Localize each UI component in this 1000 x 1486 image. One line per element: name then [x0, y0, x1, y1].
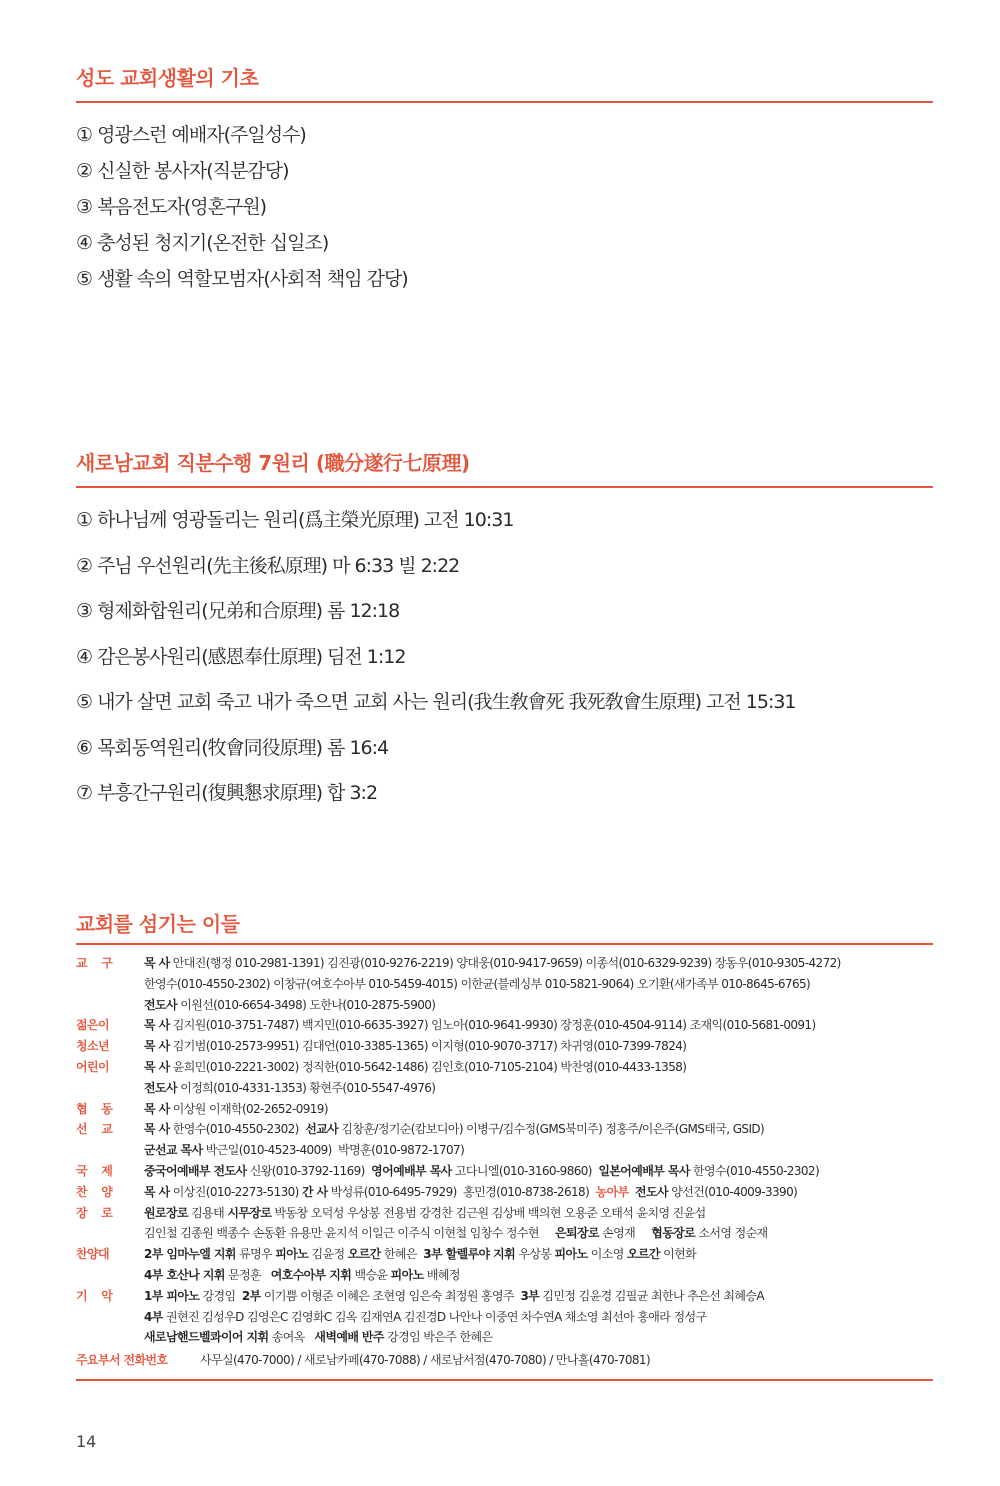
staff-row-label: 어린이: [76, 1059, 109, 1074]
staff-row-label: 찬 양: [76, 1184, 113, 1199]
list-item: ⑥ 목회동역원리(牧會同役原理) 롬 16:4: [76, 736, 389, 759]
staff-names: 고다니엘(010-3160-9860): [451, 1163, 599, 1178]
staff-role-label: 선교사: [305, 1122, 339, 1137]
staff-role-label: 전도사: [144, 997, 177, 1012]
list-item: ② 주님 우선원리(先主後私原理) 마 6:33 빌 2:22: [76, 554, 460, 577]
staff-row-text: [144, 1327, 933, 1348]
staff-names: 이원선(010-6654-3498) 도한나(010-2875-5900): [176, 997, 436, 1012]
staff-names: 백승윤: [351, 1267, 391, 1282]
staff-role-label: 피아노: [275, 1247, 309, 1262]
staff-row-text: [144, 1223, 933, 1244]
staff-row-label: 선 교: [76, 1122, 113, 1137]
staff-row-text: [144, 1265, 933, 1286]
staff-role-label: 오르간: [347, 1247, 381, 1262]
staff-row: [76, 1182, 933, 1203]
staff-names: 손영재: [598, 1226, 652, 1241]
staff-row-text: [144, 974, 933, 995]
page-number: 14: [76, 1432, 97, 1451]
staff-role-label: 협동장로: [651, 1226, 696, 1241]
staff-role-label: 농아부: [595, 1184, 629, 1199]
staff-names: 이상원 이재학(02-2652-0919): [169, 1101, 328, 1116]
staff-names: 송여옥: [268, 1330, 315, 1345]
staff-names: 한혜은: [380, 1247, 424, 1262]
staff-row-text: [144, 1182, 933, 1203]
list-item: ⑤ 내가 살면 교회 죽고 내가 죽으면 교회 사는 원리(我生敎會死 我死敎會生原理) 고전 15:31: [76, 691, 796, 713]
staff-row: [76, 1265, 933, 1286]
list-item: ① 하나님께 영광돌리는 원리(爲主榮光原理) 고전 10:31: [76, 509, 514, 531]
list-item: ⑤ 생활 속의 역할모범자(사회적 책임 감당): [76, 268, 408, 290]
staff-names: 강경임 박은주 한혜은: [383, 1330, 493, 1345]
staff-names: 이정희(010-4331-1353) 황현주(010-5547-4976): [176, 1080, 436, 1095]
staff-names: 김용태: [187, 1205, 228, 1220]
staff-role-label: 은퇴장로: [554, 1226, 599, 1241]
staff-names: 김창훈/정기순(캄보디아) 이병구/김수정(GMS북미주) 정홍주/이은주(GMS태국, GSID): [338, 1122, 765, 1137]
staff-names: 박성류(010-6495-7929) 홍민경(010-8738-2618): [327, 1184, 596, 1199]
staff-names: 김민정 김윤경 김필균 최한나 추은선 최혜승A: [539, 1288, 764, 1303]
contact-row: [76, 1350, 933, 1381]
list-item: ④ 충성된 청지기(온전한 십일조): [76, 232, 329, 254]
list-item: ④ 감은봉사원리(感恩奉仕原理) 딤전 1:12: [76, 645, 406, 668]
staff-names: 김윤정: [308, 1247, 348, 1262]
staff-row: [76, 1203, 933, 1224]
staff-row-label: [76, 995, 144, 1016]
section-church-life-basics: [76, 62, 933, 297]
staff-role-label: 전도사: [635, 1184, 668, 1199]
staff-row-label: 청소년: [76, 1039, 109, 1054]
staff-role-label: 영어예배부 목사: [371, 1163, 452, 1178]
basics-list: [76, 117, 933, 297]
staff-row-text: [144, 1307, 933, 1328]
section-staff-directory: [76, 908, 933, 1381]
staff-row: [76, 1161, 933, 1182]
staff-role-label: 4부: [144, 1309, 163, 1324]
staff-names: 한영수(010-4550-2302): [169, 1122, 306, 1137]
staff-role-label: 목 사: [144, 1039, 170, 1054]
staff-role-label: 군선교 목사: [144, 1143, 203, 1158]
staff-row: [76, 1099, 933, 1120]
staff-role-label: 목 사: [144, 1184, 170, 1199]
staff-role-label: 목 사: [144, 1101, 170, 1116]
staff-role-label: 간 사: [301, 1184, 328, 1199]
staff-names: 윤희민(010-2221-3002) 정직한(010-5642-1486) 김인호(010-7105-2104) 박찬영(010-4433-1358): [169, 1059, 687, 1074]
staff-role-label: 원로장로: [144, 1205, 188, 1220]
staff-row-label: [76, 1223, 144, 1244]
staff-row: [76, 1078, 933, 1099]
staff-role-label: 새벽예배 반주: [314, 1330, 384, 1345]
staff-row: [76, 1307, 933, 1328]
staff-row: [76, 1057, 933, 1078]
list-item: ① 영광스런 예배자(주일성수): [76, 124, 306, 146]
staff-row-text: [144, 1119, 933, 1140]
staff-role-label: 목 사: [144, 1059, 170, 1074]
staff-role-label: 4부 호산나 지휘: [144, 1267, 225, 1282]
staff-row: [76, 1286, 933, 1307]
staff-role-label: 목 사: [144, 1018, 170, 1033]
staff-names: 배혜정: [423, 1267, 460, 1282]
staff-names: 소서영 정순재: [695, 1226, 768, 1241]
staff-row: [76, 953, 933, 974]
list-item: ③ 형제화합원리(兄弟和合原理) 롬 12:18: [76, 600, 400, 622]
staff-role-label: 오르간: [626, 1247, 660, 1262]
staff-role-label: 일본어예배부 목사: [598, 1163, 690, 1178]
staff-role-label: 3부: [520, 1288, 540, 1303]
staff-row-text: [144, 1140, 933, 1161]
staff-row-text: [144, 1244, 933, 1265]
staff-row-text: [144, 1161, 933, 1182]
staff-row-label: 찬양대: [76, 1247, 109, 1262]
staff-names: 김인철 김종원 백종수 손동환 유용만 윤지석 이일근 이주식 이현철 임창수 정수현: [144, 1226, 555, 1241]
staff-names: 신왕(010-3792-1169): [246, 1163, 372, 1178]
contact-label: 주요부서 전화번호: [76, 1353, 168, 1368]
section-title: 교회를 섬기는 이들: [76, 908, 933, 945]
staff-names: 양선건(010-4009-3390): [668, 1184, 798, 1199]
staff-row-label: 기 악: [76, 1288, 113, 1303]
staff-row: [76, 1327, 933, 1348]
staff-role-label: 2부 임마누엘 지휘: [144, 1247, 236, 1262]
staff-names: 박근일(010-4523-4009) 박명훈(010-9872-1707): [202, 1143, 465, 1158]
staff-names: 문정훈: [224, 1267, 271, 1282]
staff-row-label: 젊은이: [76, 1018, 109, 1033]
staff-role-label: 1부 피아노: [144, 1288, 200, 1303]
staff-row: [76, 1036, 933, 1057]
staff-role-label: 목 사: [144, 1122, 170, 1137]
staff-role-label: 전도사: [144, 1080, 177, 1095]
staff-row-label: 장 로: [76, 1205, 113, 1220]
staff-role-label: 중국어예배부 전도사: [144, 1163, 247, 1178]
staff-names: 이소영: [587, 1247, 627, 1262]
staff-names: 권현진 김성우D 김영은C 김영화C 김옥 김재연A 김진경D 나안나 이중연 차수연A 채소영 최선아 홍애라 정성구: [162, 1309, 707, 1324]
staff-names: 김기범(010-2573-9951) 김대언(010-3385-1365) 이지형(010-9070-3717) 차귀영(010-7399-7824): [169, 1039, 687, 1054]
staff-row: [76, 1015, 933, 1036]
staff-role-label: 새로남핸드벨콰이어 지휘: [144, 1330, 269, 1345]
principles-list: [76, 498, 933, 817]
list-item: ② 신실한 봉사자(직분감당): [76, 160, 289, 182]
staff-row: [76, 1119, 933, 1140]
staff-row: [76, 1140, 933, 1161]
staff-list: [76, 953, 933, 1348]
staff-row-text: [144, 1203, 933, 1224]
staff-row-text: [144, 995, 933, 1016]
staff-names: 이기쁨 이형준 이혜은 조현영 임은숙 최정원 홍영주: [260, 1288, 521, 1303]
staff-names: 박동창 오덕성 우상봉 전용범 강경찬 김근원 김상배 백의현 오용준 오태석 윤치영 진윤섭: [271, 1205, 706, 1220]
staff-names: 안대진(행정 010-2981-1391) 김진광(010-9276-2219) 양대웅(010-9417-9659) 이종석(010-6329-9239) 장동우(010-9305-4272): [169, 956, 841, 970]
staff-role-label: 시무장로: [227, 1205, 272, 1220]
staff-role-label: 여호수아부 지휘: [270, 1267, 352, 1282]
staff-row-label: [76, 1140, 144, 1161]
staff-role-label: 피아노: [390, 1267, 424, 1282]
staff-row: [76, 974, 933, 995]
staff-names: 한영수(010-4550-2302): [689, 1163, 820, 1178]
staff-row-label: 국 제: [76, 1163, 113, 1178]
staff-row-label: [76, 1078, 144, 1099]
list-item: ⑦ 부흥간구원리(復興懇求原理) 합 3:2: [76, 782, 378, 804]
staff-row-text: [144, 1286, 933, 1307]
section-seven-principles: [76, 447, 933, 817]
list-item: ③ 복음전도자(영혼구원): [76, 196, 267, 218]
staff-row: [76, 995, 933, 1016]
staff-names: 김지원(010-3751-7487) 백지민(010-6635-3927) 임노아(010-9641-9930) 장정훈(010-4504-9114) 조재익(010-5681-0091): [169, 1018, 816, 1033]
staff-row-label: [76, 1307, 144, 1328]
staff-names: 강경임: [199, 1288, 242, 1303]
staff-row-text: [144, 1015, 933, 1036]
staff-row: [76, 1223, 933, 1244]
staff-row-text: [144, 1099, 933, 1120]
section-title: 성도 교회생활의 기초: [76, 62, 933, 103]
staff-names: 한영수(010-4550-2302) 이창규(여호수아부 010-5459-4015) 이한균(블레싱부 010-5821-9064) 오기환(새가족부 010-8645-6765): [144, 976, 811, 991]
staff-names: 이상진(010-2273-5130): [169, 1184, 302, 1199]
staff-row-label: [76, 1265, 144, 1286]
staff-names: 우상봉: [515, 1247, 555, 1262]
staff-row-text: [144, 1078, 933, 1099]
staff-names: 이현화: [659, 1247, 697, 1262]
staff-role-label: 2부: [241, 1288, 261, 1303]
staff-row-text: [144, 1036, 933, 1057]
staff-role-label: 3부 할렐루야 지휘: [423, 1247, 516, 1262]
staff-row-label: 교 구: [76, 956, 113, 970]
staff-row-text: [144, 953, 933, 974]
staff-row: [76, 1244, 933, 1265]
staff-role-label: 피아노: [554, 1247, 588, 1262]
staff-row-text: [144, 1057, 933, 1078]
contact-text: 사무실(470-7000) / 새로남카페(470-7088) / 새로남서점(470-7080) / 만나홀(470-7081): [200, 1353, 651, 1368]
staff-row-label: [76, 1327, 144, 1348]
staff-names: 류명우: [235, 1247, 276, 1262]
staff-role-label: 목 사: [144, 956, 170, 970]
staff-row-label: [76, 974, 144, 995]
section-title: 새로남교회 직분수행 7원리 (職分遂行七原理): [76, 447, 933, 488]
staff-row-label: 협 동: [76, 1101, 113, 1116]
